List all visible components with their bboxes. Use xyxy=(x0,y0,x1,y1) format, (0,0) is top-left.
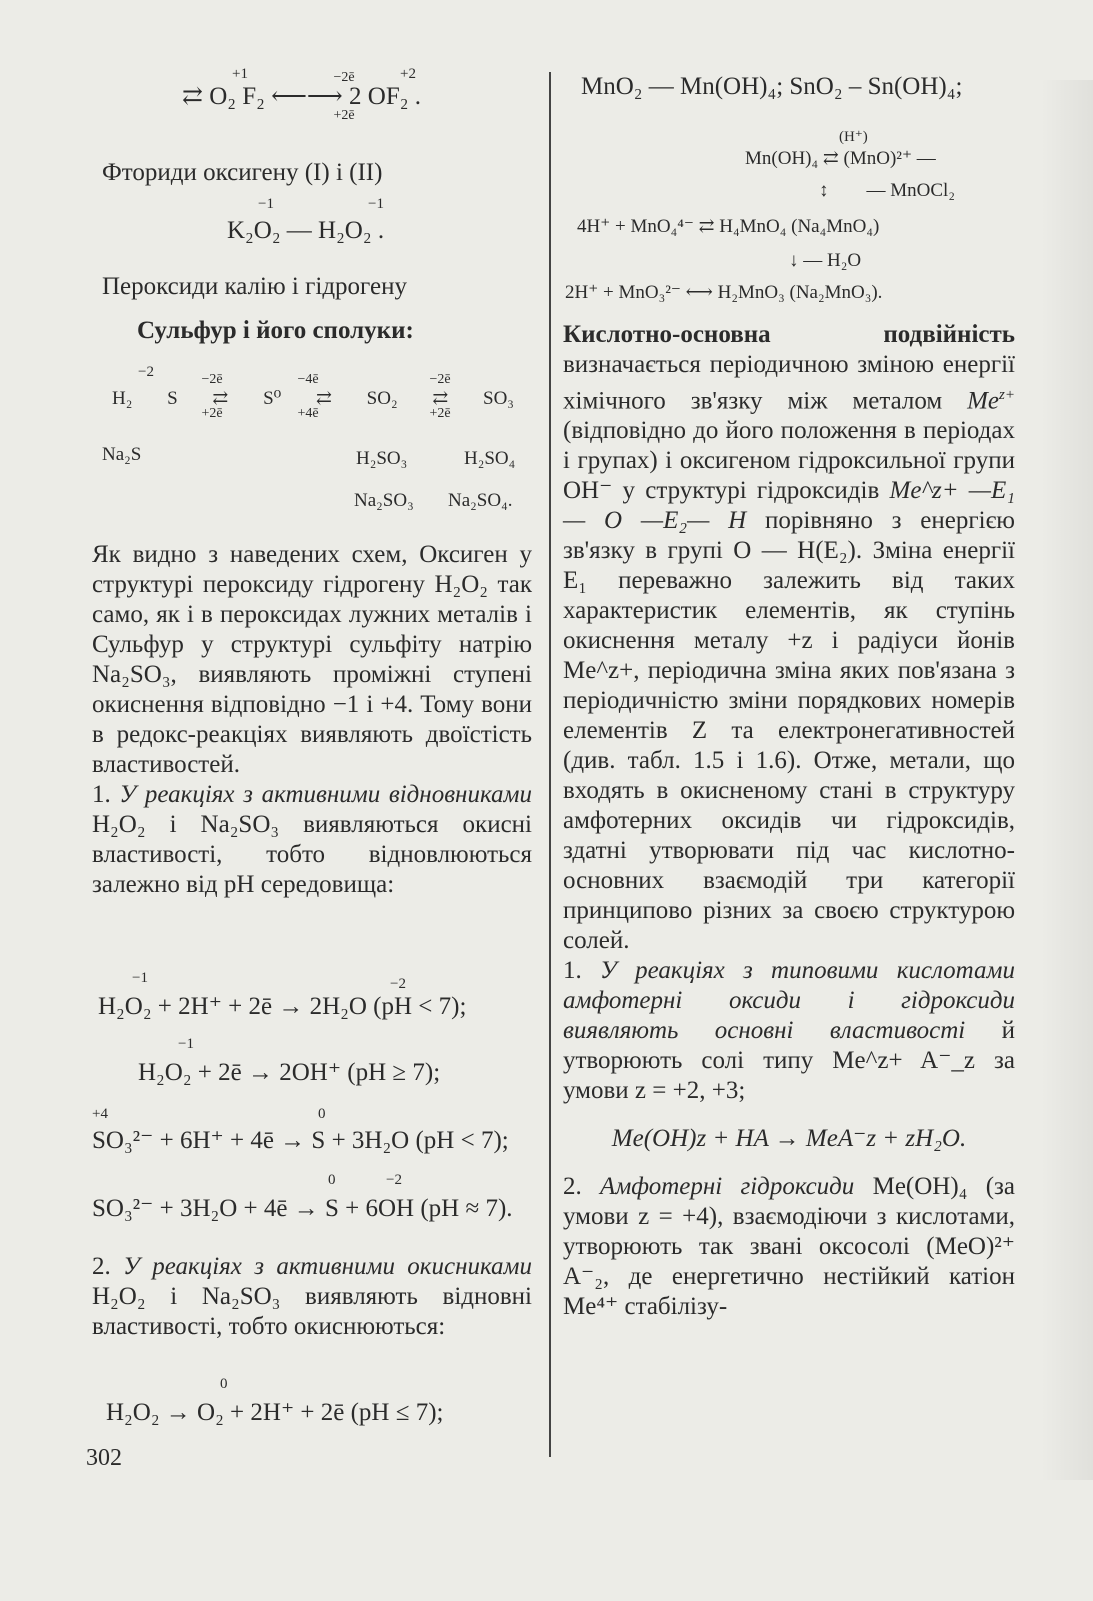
left-column xyxy=(92,66,542,1426)
column-divider xyxy=(549,72,551,1457)
page-number: 302 xyxy=(86,1445,122,1471)
equation-oxidation xyxy=(92,1376,542,1436)
sulfur-scheme xyxy=(92,356,542,516)
caption-fluorides: Фториди оксигену (I) і (II) xyxy=(102,159,383,186)
ox-state: −2 xyxy=(386,1172,402,1188)
ox-state: 0 xyxy=(328,1172,336,1188)
catalyst-label: (H⁺) xyxy=(839,129,868,145)
italic-phrase: У реакціях з активними окисниками xyxy=(123,1253,533,1280)
reactions-block xyxy=(92,970,542,1270)
bold-phrase: Кислотно-основна подвійність xyxy=(563,321,1015,348)
scheme-main-row: H₂ S ⇄ S⁰ ⇄ SO₂ ⇄ SO₃ xyxy=(112,388,514,409)
list-number: 2. xyxy=(92,1253,124,1280)
paragraph-amphoteric xyxy=(563,320,1015,956)
reaction: SO₃²⁻ + 6H⁺ + 4ē → S + 3H₂O (pH < 7); xyxy=(92,1127,509,1154)
equation-hydroxides: MnO₂ — Mn(OH)₄; SnO₂ – Sn(OH)₄; xyxy=(581,73,963,100)
ox-state: 0 xyxy=(220,1376,228,1392)
reaction: H₂O₂ + 2ē → 2OH⁺ (pH ≥ 7); xyxy=(138,1059,441,1086)
compound: Na₂SO₄. xyxy=(448,490,513,511)
equation-text: H₂O₂ → O₂ + 2H⁺ + 2ē (pH ≤ 7); xyxy=(106,1399,444,1426)
metal-symbol: Me xyxy=(967,387,1000,415)
paragraph-text: порівняно з енергією зв'язку в групі O — H(E₂). Зміна енергії E₁ переважно залежить від таких характеристик елементів, як ступінь окиснення металу +z і радіуси йонів Me^z+, періодична зміна яких пов'язана з періодичністю зміни порядкових номерів елементів Z та електронегативностей (див. табл. 1.5 і 1.6). Отже, метали, що входять в окисненому стані в структуру амфотерних оксидів чи гідроксидів, здатні утворювати під час кислотно-основних взаємодій три категорії принципово різних за своєю структурою солей. xyxy=(563,507,1015,955)
arrow-label-bottom: +2ē xyxy=(333,108,355,123)
paragraph-reducers xyxy=(92,780,532,900)
ox-state: +4 xyxy=(92,1106,108,1122)
paragraph-intro: Як видно з наведених схем, Оксиген у структурі пероксиду гідрогену H₂O₂ так само, як і в пероксидах лужних металів і Сульфур у структурі сульфіту натрію Na₂SO₃, виявляють проміжні ступені окиснення відповідно −1 і +4. Тому вони в редокс-реакціях виявляють двоїстість властивостей. xyxy=(92,541,532,778)
equation-text: K₂O₂ — H₂O₂ . xyxy=(227,217,385,244)
compound: H₂SO₄ xyxy=(464,448,516,469)
ox-state: −2 xyxy=(390,976,406,992)
list-number: 1. xyxy=(92,781,120,808)
section-heading: Сульфур і його сполуки: xyxy=(137,317,414,344)
manganese-line: ↕ — MnOCl₂ xyxy=(819,180,955,201)
manganese-line: 4H⁺ + MnO₄⁴⁻ ⇄ H₄MnO₄ (Na₄MnO₄) xyxy=(577,216,880,237)
italic-phrase: У реакціях з типовими кислотами амфотерні оксиди і гідроксиди виявляють основні властивості xyxy=(563,957,1016,1045)
paragraph-oxidizers xyxy=(92,1252,532,1342)
italic-phrase: У реакціях з активними відновниками xyxy=(119,781,532,808)
manganese-line: 2H⁺ + MnO₃²⁻ ⟷ H₂MnO₃ (Na₂MnO₃). xyxy=(565,282,883,303)
list-number: 1. xyxy=(563,957,601,985)
ox-state: −1 xyxy=(258,196,274,212)
ox-state: −1 xyxy=(368,196,384,212)
paragraph-text: (відповідно до його положення в періодах і групах) і оксигеном гідроксильної групи OH⁻ у структурі гідроксидів xyxy=(563,417,1015,505)
paragraph-text: H₂O₂ і Na₂SO₃ виявляють відновні властивості, тобто окиснюються: xyxy=(92,1283,532,1340)
italic-phrase: Амфотерні гідроксиди xyxy=(600,1173,855,1201)
arrow-label-top: −2ē xyxy=(333,70,355,85)
arrow-label-top: −2ē xyxy=(429,372,451,387)
manganese-line: ↓ — H₂O xyxy=(789,250,862,271)
paragraph-text: визначається періодичною зміною енергії хімічного зв'язку між металом xyxy=(563,351,1015,415)
reaction: H₂O₂ + 2H⁺ + 2ē → 2H₂O (pH < 7); xyxy=(98,993,467,1020)
hydroxide-structure: Me^z+ —E₁— O —E₂— H xyxy=(563,477,1015,535)
paragraph-text: H₂O₂ і Na₂SO₃ виявляються окисні властивості, тобто відновлюються залежно від pH середовища: xyxy=(92,811,532,898)
charge: z+ xyxy=(999,387,1015,403)
ox-state: −2 xyxy=(138,364,154,380)
manganese-line: Mn(OH)₄ ⇄ (MnO)²⁺ — xyxy=(745,148,936,169)
arrow-label-top: −2ē xyxy=(201,372,223,387)
compound: Na₂SO₃ xyxy=(354,490,414,511)
ox-state: 0 xyxy=(318,1106,326,1122)
paragraph-text: й утворюють солі типу Me^z+ A⁻_z за умови z = +2, +3; xyxy=(563,1017,1015,1105)
ox-state: −1 xyxy=(178,1036,194,1052)
ox-state: −1 xyxy=(132,970,148,986)
ox-state: +2 xyxy=(400,66,416,82)
binding-shadow xyxy=(1040,80,1093,1480)
arrow-label-bottom: +2ē xyxy=(429,406,451,421)
arrow-label-bottom: +4ē xyxy=(297,406,319,421)
equation-oxygen-fluorides xyxy=(92,66,542,126)
reaction: SO₃²⁻ + 3H₂O + 4ē → S + 6OH (pH ≈ 7). xyxy=(92,1195,513,1222)
ox-state: +1 xyxy=(232,66,248,82)
caption-peroxides: Пероксиди калію і гідрогену xyxy=(102,273,407,300)
paragraph-text: Me(OH)₄ (за умови z = +4), взаємодіючи з кислотами, утворюють так звані оксосолі (MeO)²⁺ A⁻₂, де енергетично нестійкий катіон Me⁴⁺ стабілізу- xyxy=(563,1173,1015,1321)
list-number: 2. xyxy=(563,1173,601,1201)
arrow-label-top: −4ē xyxy=(297,372,319,387)
equation-salt: Me(OH)z + HA → MeA⁻z + zH₂O. xyxy=(611,1125,967,1153)
arrow-label-bottom: +2ē xyxy=(201,406,223,421)
equation-peroxides xyxy=(92,194,542,254)
equation-text: ⇄ O₂ F₂ ⟵⟶ 2 OF₂ . xyxy=(182,83,421,110)
paragraph-basic-properties xyxy=(563,956,1015,1106)
compound: H₂SO₃ xyxy=(356,448,408,469)
compound: Na₂S xyxy=(102,444,142,465)
paragraph-oxosalts xyxy=(563,1172,1015,1322)
